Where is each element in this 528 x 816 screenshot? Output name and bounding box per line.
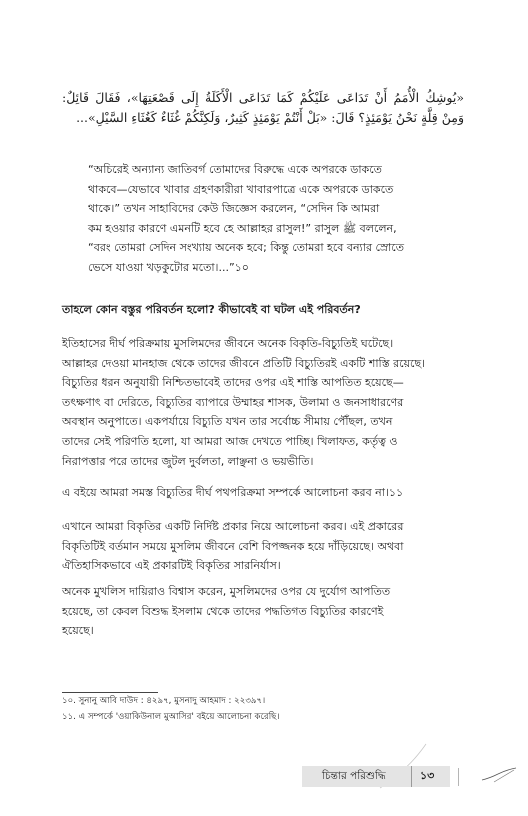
paragraph-line: বিচ্যুতির ধরন অনুযায়ী নিশ্চিতভাবেই তাদের ওপর এই শাস্তি আপতিত হয়েছে— [62, 376, 404, 390]
paragraph-sincere-callers [62, 582, 464, 641]
footer-tick [458, 768, 459, 786]
quote-line: কম হওয়ার কারণে এমনটি হবে হে আল্লাহর রাসুল!” রাসুল ﷺ বললেন, [88, 221, 397, 235]
footnote-10: ১০. সুনানু আবি দাউদ : ৪২৯৭, মুসনাদু আহমাদ : ২২৩৯৭। [62, 696, 266, 706]
paragraph-line: নিরাপত্তার পরে তাদের জুটল দুর্বলতা, লাঞ্ছনা ও ভয়ভীতি। [62, 454, 314, 468]
quote-line: “অচিরেই অন্যান্য জাতিবর্গ তোমাদের বিরুদ্ধে একে অপরকে ডাকতে [88, 163, 382, 176]
quote-line: “বরং তোমরা সেদিন সংখ্যায় অনেক হবে; কিন্তু তোমরা হবে বন্যার স্রোতে [88, 241, 404, 255]
paragraph-line: হয়েছে। [62, 624, 94, 638]
pen-flourish-icon [480, 764, 520, 784]
paragraph-line: বিকৃতিটিই বর্তমান সময়ে মুসলিম জীবনে বেশি বিপজ্জনক হয়ে দাঁড়িয়েছে। অথবা [62, 539, 404, 553]
paragraph-line: অনেক মুখলিস দায়িরাও বিশ্বাস করেন, মুসলিমদের ওপর যে দুর্যোগ আপতিত [62, 585, 391, 598]
footer-book-title: চিন্তার পরিশুদ্ধি [322, 770, 386, 782]
question-heading: তাহলে কোন বস্তুর পরিবর্তন হলো? কীভাবেই বা ঘটল এই পরিবর্তন? [62, 303, 361, 316]
quote-line: থাকবে—যেভাবে খাবার গ্রহণকারীরা খাবারপাত্রে একে অপরকে ডাকতে [88, 182, 394, 196]
paragraph-line: আল্লাহর দেওয়া মানহাজ থেকে তাদের জীবনে প্রতিটি বিচ্যুতিরই একটি শাস্তি রয়েছে। [62, 356, 426, 370]
paragraph-line: ঐতিহাসিকভাবে এই প্রকারটিই বিকৃতির সারনির্যাস। [62, 559, 281, 573]
paragraph-line: তাদের সেই পরিণতি হলো, যা আমরা আজ দেখতে পাচ্ছি। খিলাফত, কর্তৃত্ব ও [62, 434, 398, 448]
quote-line: থাকে।” তখন সাহাবিদের কেউ জিজ্ঞেস করলেন, “সেদিন কি আমরা [88, 202, 380, 216]
page-number: ১৩ [420, 769, 435, 782]
paragraph-line: তৎক্ষণাৎ বা দেরিতে, বিচ্যুতির ব্যাপারে উম্মাহর শাসক, উলামা ও জনসাধারণের [62, 395, 404, 409]
paragraph-line: হয়েছে, তা কেবল বিশুদ্ধ ইসলাম থেকে তাদের পদ্ধতিগত বিচ্যুতির কারণেই [62, 604, 384, 618]
paragraph-book-scope: এ বইয়ে আমরা সমস্ত বিচ্যুতির দীর্ঘ পথপরিক্রমা সম্পর্কে আলোচনা করব না।১১ [62, 486, 404, 499]
footer-separator [411, 766, 412, 787]
footnote-11: ১১. এ সম্পর্কে 'ওয়াকিউনাল মুআসির' বইয়ে আলোচনা করেছি। [62, 712, 280, 722]
quote-line: ভেসে যাওয়া খড়কুটোর মতো।...”১০ [88, 260, 249, 274]
paragraph-line: এখানে আমরা বিকৃতির একটি নির্দিষ্ট প্রকার নিয়ে আলোচনা করব। এই প্রকারের [62, 520, 404, 533]
paragraph-line: অবস্থান অনুপাতে। একপর্যায়ে বিচ্যুতি যখন তার সর্বোচ্চ সীমায় পৌঁছল, তখন [62, 415, 393, 429]
paragraph-history [62, 334, 464, 471]
paragraph-line: ইতিহাসের দীর্ঘ পরিক্রমায় মুসলিমদের জীবনে অনেক বিকৃতি-বিচ্যুতিই ঘটেছে। [62, 337, 394, 350]
bengali-hadith-translation [88, 160, 448, 278]
footnotes [62, 693, 464, 725]
arabic-hadith-text: «يُوشِكُ الْأُمَمُ أَنْ تَدَاعَى عَلَيْكُمْ كَمَا تَدَاعَى الْأَكَلَةُ إِلَى قَصْعَتِهَا»، فَقَالَ قَائِلٌ: وَمِنْ قِلَّةٍ نَحْنُ يَوْمَئِذٍ؟ قَالَ: «بَلْ أَنْتُمْ يَوْمَئِذٍ كَثِيرٌ، وَلَكِنَّكُمْ غُثَاءٌ كَغُثَاءِ السَّيْلِ»... [62, 90, 464, 125]
paragraph-distortion-type [62, 517, 464, 576]
